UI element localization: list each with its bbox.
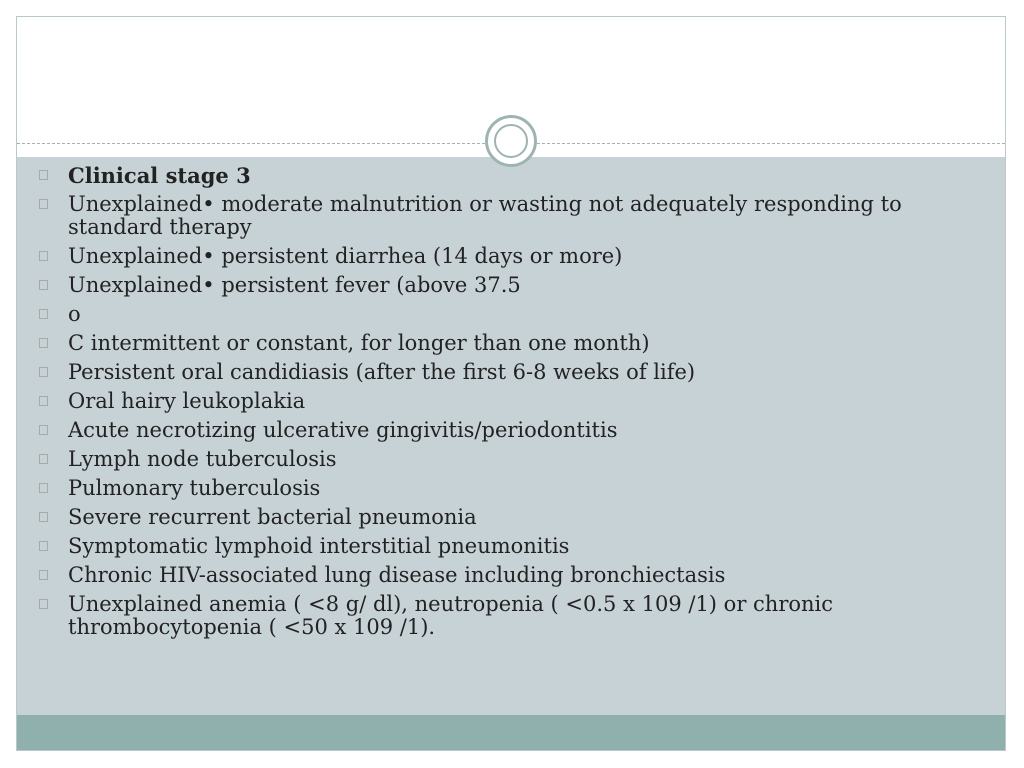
- square-bullet-icon: [39, 396, 48, 406]
- square-bullet-icon: [39, 309, 48, 319]
- list-item: [36, 506, 956, 529]
- list-item-text: C intermittent or constant, for longer than one month): [68, 331, 650, 355]
- square-bullet-icon: [39, 541, 48, 551]
- list-item: [36, 245, 956, 268]
- list-item-text: Unexplained• persistent diarrhea (14 days or more): [68, 244, 623, 268]
- square-bullet-icon: [39, 512, 48, 522]
- list-item-text: Lymph node tuberculosis: [68, 447, 337, 471]
- circle-ornament-icon: [485, 115, 537, 167]
- list-item-text: Severe recurrent bacterial pneumonia: [68, 505, 477, 529]
- list-item: [36, 390, 956, 413]
- list-item: [36, 164, 956, 187]
- list-item-text: Chronic HIV-associated lung disease including bronchiectasis: [68, 563, 726, 587]
- list-item-text: Unexplained anemia ( <8 g/ dl), neutropenia ( <0.5 x 109 /1) or chronic thrombocytopenia ( <50 x 109 /1).: [68, 592, 834, 639]
- list-item: [36, 535, 956, 558]
- square-bullet-icon: [39, 367, 48, 377]
- list-item-text: Pulmonary tuberculosis: [68, 476, 321, 500]
- list-item: [36, 419, 956, 442]
- list-item: [36, 448, 956, 471]
- list-item: [36, 274, 956, 297]
- list-item-text: Acute necrotizing ulcerative gingivitis/periodontitis: [68, 418, 618, 442]
- list-item: [36, 477, 956, 500]
- footer-band: [17, 715, 1005, 750]
- square-bullet-icon: [39, 170, 48, 180]
- list-item-text: Unexplained• moderate malnutrition or wasting not adequately responding to standard therapy: [68, 192, 902, 239]
- list-item: [36, 361, 956, 384]
- list-item: [36, 193, 956, 239]
- list-item: [36, 564, 956, 587]
- square-bullet-icon: [39, 338, 48, 348]
- list-item-text: Symptomatic lymphoid interstitial pneumonitis: [68, 534, 570, 558]
- square-bullet-icon: [39, 425, 48, 435]
- circle-inner-ring: [494, 124, 528, 158]
- square-bullet-icon: [39, 199, 48, 209]
- list-item-text: Clinical stage 3: [68, 163, 251, 188]
- list-item: [36, 332, 956, 355]
- bullet-list: [36, 164, 956, 645]
- list-item-text: o: [68, 302, 81, 326]
- square-bullet-icon: [39, 483, 48, 493]
- square-bullet-icon: [39, 280, 48, 290]
- list-item-text: Oral hairy leukoplakia: [68, 389, 306, 413]
- square-bullet-icon: [39, 570, 48, 580]
- list-item: [36, 303, 956, 326]
- square-bullet-icon: [39, 454, 48, 464]
- list-item-text: Persistent oral candidiasis (after the first 6-8 weeks of life): [68, 360, 696, 384]
- list-item: [36, 593, 956, 639]
- list-item-text: Unexplained• persistent fever (above 37.5: [68, 273, 521, 297]
- square-bullet-icon: [39, 251, 48, 261]
- square-bullet-icon: [39, 599, 48, 609]
